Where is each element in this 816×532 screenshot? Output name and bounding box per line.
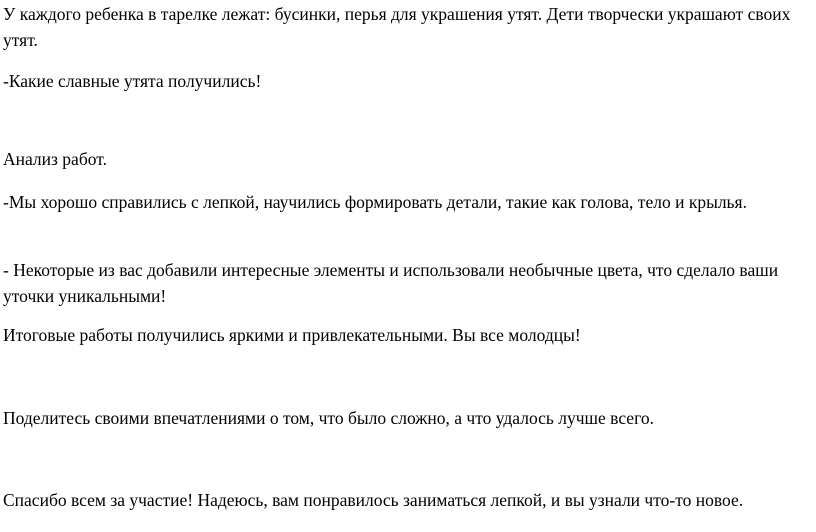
paragraph-final-works: Итоговые работы получились яркими и привлекательными. Вы все молодцы! <box>3 325 581 345</box>
paragraph-analysis-heading: Анализ работ. <box>3 149 107 169</box>
paragraph-thanks: Спасибо всем за участие! Надеюсь, вам понравилось заниматься лепкой, и вы узнали что-то новое. <box>3 490 744 510</box>
paragraph-praise: -Какие славные утята получились! <box>3 71 262 91</box>
paragraph-decorating-ducklings: У каждого ребенка в тарелке лежат: бусинки, перья для украшения утят. Дети творчески украшают своих утят. <box>3 4 791 50</box>
paragraph-share-impressions: Поделитесь своими впечатлениями о том, что было сложно, а что удалось лучше всего. <box>3 408 654 428</box>
paragraph-sculpting-result: -Мы хорошо справились с лепкой, научились формировать детали, такие как голова, тело и крылья. <box>3 192 747 212</box>
paragraph-unique-elements: - Некоторые из вас добавили интересные элементы и использовали необычные цвета, что сделало ваши уточки уникальными! <box>3 260 779 306</box>
